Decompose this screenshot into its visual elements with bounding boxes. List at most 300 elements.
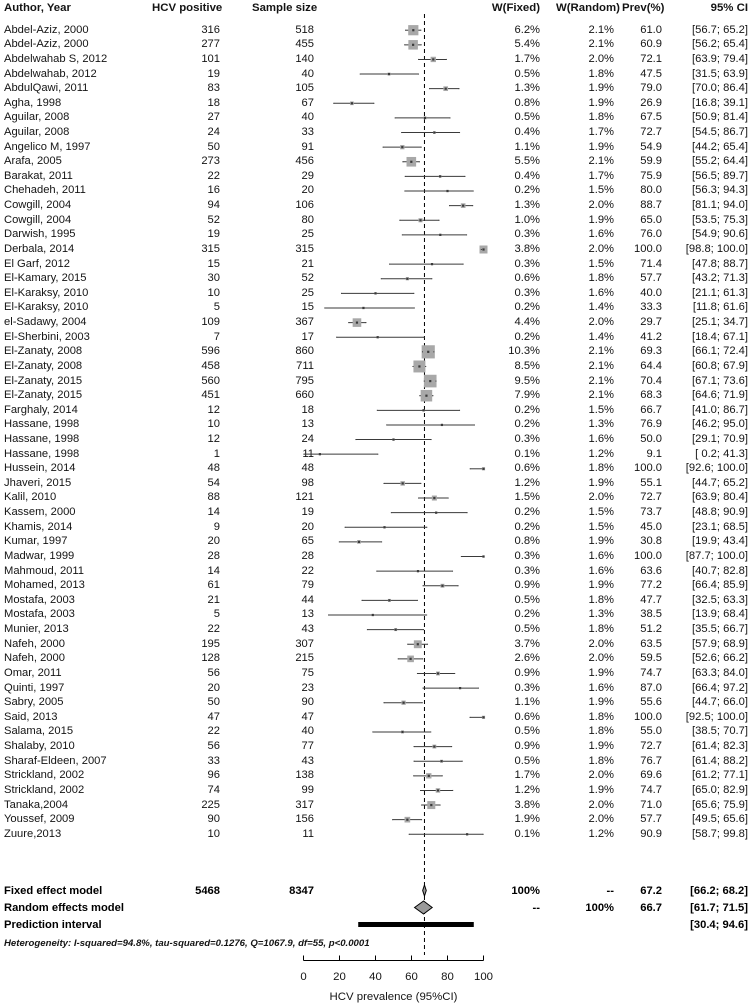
study-w-random: 2.1% (588, 374, 614, 387)
study-w-fixed: 0.2% (514, 403, 540, 416)
header-ci: 95% CI (710, 2, 748, 14)
study-author: El-Zanaty, 2015 (4, 374, 83, 387)
study-w-random: 1.8% (588, 462, 614, 475)
study-sample-size: 456 (295, 155, 314, 168)
study-hcv-positive: 7 (213, 330, 220, 343)
study-sample-size: 11 (302, 447, 314, 460)
study-sample-size: 106 (295, 199, 314, 211)
study-point-estimate (406, 278, 408, 280)
random-effects-prev: 66.7 (640, 902, 662, 914)
study-point-estimate (319, 453, 321, 455)
study-prev: 100.0 (634, 710, 662, 723)
fixed-effect-hcv: 5468 (195, 885, 220, 897)
study-hcv-positive: 273 (201, 155, 220, 168)
study-hcv-positive: 315 (201, 242, 220, 255)
study-hcv-positive: 12 (207, 433, 220, 445)
study-point-estimate (383, 526, 385, 528)
study-prev: 66.7 (640, 403, 662, 416)
study-ci: [44.2; 65.4] (692, 140, 748, 153)
study-hcv-positive: 90 (207, 813, 220, 826)
study-hcv-positive: 50 (207, 696, 220, 709)
study-ci: [92.6; 100.0] (685, 462, 748, 475)
study-hcv-positive: 14 (207, 506, 220, 519)
study-ci: [38.5; 70.7] (692, 725, 748, 738)
study-point-estimate (446, 190, 448, 192)
study-prev: 60.9 (640, 38, 662, 51)
study-author: Kalil, 2010 (4, 491, 57, 504)
study-ci: [81.1; 94.0] (692, 199, 748, 211)
study-hcv-positive: 27 (207, 111, 220, 124)
study-author: Kumar, 1997 (4, 535, 68, 548)
study-author: Tanaka,2004 (4, 798, 69, 811)
study-point-estimate (462, 205, 464, 207)
study-prev: 38.5 (640, 608, 662, 621)
study-hcv-positive: 9 (213, 520, 220, 533)
study-w-fixed: 0.5% (514, 754, 540, 767)
study-w-random: 1.8% (588, 725, 614, 738)
study-point-estimate (401, 731, 403, 733)
study-w-fixed: 0.5% (514, 593, 540, 606)
header-hcv-positive: HCV positive (152, 2, 223, 14)
study-hcv-positive: 50 (207, 140, 220, 153)
study-point-estimate (431, 263, 433, 265)
study-author: Mohamed, 2013 (4, 579, 85, 592)
study-w-random: 1.9% (588, 783, 614, 796)
study-sample-size: 307 (295, 637, 314, 650)
study-prev: 72.7 (640, 491, 662, 504)
study-w-fixed: 0.6% (514, 462, 540, 475)
study-sample-size: 48 (301, 462, 314, 475)
study-w-random: 2.0% (588, 769, 614, 782)
study-point-estimate (402, 702, 404, 704)
fixed-effect-wfixed: 100% (511, 885, 540, 897)
study-prev: 65.0 (640, 213, 662, 226)
study-prev: 59.9 (640, 155, 662, 168)
study-w-random: 2.0% (588, 242, 614, 255)
study-point-estimate (429, 380, 431, 382)
study-author: Quinti, 1997 (4, 681, 65, 694)
study-author: Abdel-Aziz, 2000 (4, 38, 89, 51)
study-w-fixed: 0.2% (514, 184, 540, 197)
study-point-estimate (412, 29, 414, 31)
study-w-fixed: 7.9% (514, 389, 540, 402)
study-ci: [21.1; 61.3] (692, 286, 748, 299)
study-ci: [13.9; 68.4] (692, 608, 748, 621)
study-author: AbdulQawi, 2011 (4, 82, 89, 95)
study-hcv-positive: 15 (207, 257, 220, 270)
header-prev: Prev(%) (622, 2, 665, 14)
study-hcv-positive: 33 (207, 754, 220, 767)
study-ci: [60.8; 67.9] (692, 359, 748, 372)
study-w-random: 1.8% (588, 623, 614, 635)
study-sample-size: 13 (301, 418, 314, 431)
study-w-random: 1.6% (588, 433, 614, 445)
study-w-fixed: 1.2% (514, 476, 540, 489)
study-sample-size: 80 (301, 213, 314, 226)
study-w-random: 2.0% (588, 491, 614, 504)
study-w-fixed: 1.1% (514, 696, 540, 709)
study-w-random: 1.3% (588, 608, 614, 621)
axis-tick-label: 60 (405, 971, 418, 983)
study-prev: 75.9 (640, 169, 662, 182)
study-w-random: 1.8% (588, 754, 614, 767)
study-hcv-positive: 1 (213, 447, 220, 460)
study-sample-size: 18 (301, 403, 314, 416)
study-hcv-positive: 277 (201, 38, 220, 51)
study-w-fixed: 0.6% (514, 272, 540, 285)
study-point-estimate (424, 117, 426, 119)
prediction-interval-label: Prediction interval (4, 919, 102, 931)
study-ci: [56.3; 94.3] (692, 184, 748, 197)
study-author: Hassane, 1998 (4, 447, 80, 460)
axis-tick-label: 40 (369, 971, 382, 983)
study-w-fixed: 0.2% (514, 301, 540, 314)
study-prev: 73.7 (640, 506, 662, 519)
study-w-fixed: 0.8% (514, 535, 540, 548)
study-w-random: 1.8% (588, 710, 614, 723)
study-author: Aguilar, 2008 (4, 125, 70, 138)
study-ci: [19.9; 43.4] (692, 535, 748, 548)
study-point-estimate (422, 409, 424, 411)
study-point-estimate (406, 819, 408, 821)
study-w-fixed: 0.1% (514, 827, 540, 840)
study-prev: 69.3 (640, 345, 662, 358)
study-w-random: 1.9% (588, 82, 614, 95)
study-prev: 57.7 (640, 813, 662, 826)
study-hcv-positive: 24 (207, 125, 220, 138)
study-author: Cowgill, 2004 (4, 213, 72, 226)
study-sample-size: 52 (301, 272, 314, 285)
study-point-estimate (433, 131, 435, 133)
study-sample-size: 367 (295, 316, 314, 328)
study-hcv-positive: 16 (207, 184, 220, 197)
study-author: Strickland, 2002 (4, 783, 85, 796)
study-w-fixed: 1.9% (514, 813, 540, 826)
study-prev: 55.0 (640, 725, 662, 738)
study-prev: 29.7 (640, 316, 662, 328)
study-w-random: 1.5% (588, 520, 614, 533)
study-hcv-positive: 74 (207, 783, 220, 796)
study-sample-size: 24 (301, 433, 314, 445)
study-hcv-positive: 61 (207, 579, 220, 592)
study-author: Zuure,2013 (4, 827, 62, 840)
study-sample-size: 138 (295, 769, 314, 782)
study-w-random: 1.5% (588, 403, 614, 416)
study-author: Abdelwahab, 2012 (4, 67, 97, 80)
study-ci: [40.7; 82.8] (692, 564, 748, 577)
study-w-random: 1.5% (588, 257, 614, 270)
study-hcv-positive: 10 (207, 286, 220, 299)
study-sample-size: 711 (296, 359, 314, 372)
study-ci: [53.5; 75.3] (692, 213, 748, 226)
study-ci: [54.9; 90.6] (692, 228, 748, 241)
header-w-fixed: W(Fixed) (491, 2, 540, 14)
study-prev: 72.7 (640, 740, 662, 752)
fixed-effect-diamond (423, 885, 427, 896)
study-author: Nafeh, 2000 (4, 637, 65, 650)
study-ci: [61.4; 82.3] (692, 740, 748, 752)
study-hcv-positive: 22 (207, 169, 220, 182)
study-sample-size: 20 (301, 184, 314, 197)
study-sample-size: 67 (301, 96, 314, 109)
study-sample-size: 91 (301, 140, 314, 153)
study-prev: 30.8 (640, 535, 662, 548)
study-ci: [58.7; 99.8] (692, 827, 748, 840)
study-w-fixed: 3.7% (514, 637, 540, 650)
study-sample-size: 25 (301, 286, 314, 299)
study-w-fixed: 1.3% (514, 82, 540, 95)
study-w-fixed: 0.6% (514, 710, 540, 723)
study-hcv-positive: 109 (201, 316, 220, 328)
study-prev: 63.6 (640, 564, 662, 577)
study-point-estimate (459, 687, 461, 689)
study-point-estimate (441, 424, 443, 426)
study-w-random: 1.6% (588, 681, 614, 694)
random-effects-label: Random effects model (4, 902, 124, 914)
study-ci: [11.8; 61.6] (692, 301, 748, 314)
study-prev: 61.0 (640, 23, 662, 36)
study-author: El-Karaksy, 2010 (4, 301, 89, 314)
study-w-random: 1.9% (588, 666, 614, 679)
study-sample-size: 19 (301, 506, 314, 519)
study-hcv-positive: 5 (213, 301, 220, 314)
study-hcv-positive: 195 (201, 637, 220, 650)
study-w-fixed: 0.2% (514, 330, 540, 343)
study-w-fixed: 9.5% (514, 374, 540, 387)
study-prev: 100.0 (634, 549, 662, 562)
study-prev: 100.0 (634, 242, 662, 255)
study-author: Sharaf-Eldeen, 2007 (4, 754, 107, 767)
study-author: Sabry, 2005 (4, 696, 64, 709)
study-ci: [50.9; 81.4] (692, 111, 748, 124)
study-w-fixed: 0.3% (514, 564, 540, 577)
study-w-fixed: 0.8% (514, 96, 540, 109)
study-prev: 63.5 (640, 637, 662, 650)
study-prev: 54.9 (640, 140, 662, 153)
study-ci: [31.5; 63.9] (692, 67, 748, 80)
study-prev: 59.5 (640, 652, 662, 665)
study-sample-size: 90 (301, 696, 314, 709)
study-hcv-positive: 316 (201, 23, 220, 36)
fixed-effect-label: Fixed effect model (4, 885, 103, 897)
study-w-random: 1.6% (588, 228, 614, 241)
study-prev: 64.4 (640, 359, 662, 372)
study-ci: [64.6; 71.9] (692, 389, 748, 402)
study-hcv-positive: 56 (207, 666, 220, 679)
study-w-random: 2.0% (588, 52, 614, 65)
study-point-estimate (395, 629, 397, 631)
study-ci: [35.5; 66.7] (692, 623, 748, 635)
study-sample-size: 65 (301, 535, 314, 548)
study-hcv-positive: 88 (207, 491, 220, 504)
study-w-fixed: 2.6% (514, 652, 540, 665)
study-prev: 77.2 (640, 579, 662, 592)
study-ci: [63.9; 80.4] (692, 491, 748, 504)
study-hcv-positive: 14 (207, 564, 220, 577)
study-prev: 33.3 (640, 301, 662, 314)
study-prev: 74.7 (640, 666, 662, 679)
study-w-fixed: 5.4% (514, 38, 540, 51)
study-author: Munier, 2013 (4, 623, 69, 635)
study-point-estimate (412, 44, 414, 46)
study-w-fixed: 0.4% (514, 125, 540, 138)
study-ci: [49.5; 65.6] (692, 813, 748, 826)
study-author: Youssef, 2009 (4, 813, 75, 826)
study-w-random: 2.0% (588, 652, 614, 665)
study-point-estimate (418, 365, 420, 367)
study-point-estimate (362, 307, 364, 309)
study-ci: [61.4; 88.2] (692, 754, 748, 767)
study-ci: [48.8; 90.9] (692, 506, 748, 519)
study-point-estimate (388, 599, 390, 601)
study-author: Mahmoud, 2011 (4, 564, 85, 577)
study-w-fixed: 0.5% (514, 623, 540, 635)
study-author: Jhaveri, 2015 (4, 476, 72, 489)
study-w-fixed: 0.2% (514, 520, 540, 533)
study-point-estimate (428, 775, 430, 777)
study-point-estimate (356, 322, 358, 324)
study-ci: [23.1; 68.5] (692, 520, 748, 533)
study-author: Shalaby, 2010 (4, 740, 75, 752)
study-author: Madwar, 1999 (4, 549, 75, 562)
study-w-fixed: 1.0% (514, 213, 540, 226)
study-ci: [87.7; 100.0] (685, 549, 748, 562)
study-author: Arafa, 2005 (4, 155, 62, 168)
study-sample-size: 29 (301, 169, 314, 182)
study-w-fixed: 0.4% (514, 169, 540, 182)
study-point-estimate (374, 292, 376, 294)
study-w-random: 2.1% (588, 359, 614, 372)
study-ci: [56.7; 65.2] (692, 23, 748, 36)
study-ci: [29.1; 70.9] (692, 433, 748, 445)
axis-tick-label: 80 (441, 971, 454, 983)
study-w-random: 1.5% (588, 184, 614, 197)
study-author: Abdelwahab S, 2012 (4, 52, 108, 65)
study-hcv-positive: 451 (201, 389, 220, 402)
study-sample-size: 17 (301, 330, 314, 343)
study-hcv-positive: 5 (213, 608, 220, 621)
study-sample-size: 33 (301, 125, 314, 138)
study-w-fixed: 8.5% (514, 359, 540, 372)
study-w-fixed: 0.3% (514, 549, 540, 562)
study-prev: 80.0 (640, 184, 662, 197)
study-point-estimate (388, 73, 390, 75)
study-point-estimate (410, 658, 412, 660)
study-prev: 72.7 (640, 125, 662, 138)
study-prev: 76.7 (640, 754, 662, 767)
study-w-fixed: 0.5% (514, 111, 540, 124)
study-hcv-positive: 101 (201, 52, 220, 65)
study-ci: [66.1; 72.4] (692, 345, 748, 358)
study-w-fixed: 0.9% (514, 666, 540, 679)
study-ci: [32.5; 63.3] (692, 593, 748, 606)
study-hcv-positive: 94 (207, 199, 220, 211)
study-prev: 79.0 (640, 82, 662, 95)
study-sample-size: 43 (301, 623, 314, 635)
study-ci: [44.7; 65.2] (692, 476, 748, 489)
study-w-random: 1.6% (588, 564, 614, 577)
random-effects-ci: [61.7; 71.5] (690, 902, 748, 914)
study-ci: [54.5; 86.7] (692, 125, 748, 138)
study-w-random: 1.8% (588, 593, 614, 606)
study-author: Omar, 2011 (4, 666, 62, 679)
study-author: Nafeh, 2000 (4, 652, 65, 665)
study-sample-size: 43 (301, 754, 314, 767)
study-prev: 55.6 (640, 696, 662, 709)
study-hcv-positive: 22 (207, 725, 220, 738)
study-w-random: 2.0% (588, 813, 614, 826)
study-sample-size: 315 (295, 242, 314, 255)
study-w-random: 1.2% (588, 827, 614, 840)
study-w-random: 1.4% (588, 330, 614, 343)
study-point-estimate (425, 395, 427, 397)
study-prev: 71.0 (640, 798, 662, 811)
study-sample-size: 455 (295, 38, 314, 51)
study-w-fixed: 0.5% (514, 67, 540, 80)
random-effects-diamond (415, 901, 433, 914)
study-prev: 45.0 (640, 520, 662, 533)
study-sample-size: 20 (301, 520, 314, 533)
study-ci: [18.4; 67.1] (692, 330, 748, 343)
study-prev: 90.9 (640, 827, 662, 840)
study-point-estimate (439, 234, 441, 236)
study-w-fixed: 3.8% (514, 242, 540, 255)
study-point-estimate (439, 175, 441, 177)
study-sample-size: 518 (295, 23, 314, 36)
study-sample-size: 660 (295, 389, 314, 402)
study-author: Khamis, 2014 (4, 520, 73, 533)
study-w-random: 2.1% (588, 155, 614, 168)
study-ci: [47.8; 88.7] (692, 257, 748, 270)
study-point-estimate (419, 219, 421, 221)
study-hcv-positive: 56 (207, 740, 220, 752)
study-prev: 57.7 (640, 272, 662, 285)
study-w-random: 2.0% (588, 316, 614, 328)
study-w-random: 2.0% (588, 637, 614, 650)
fixed-effect-wrandom: -- (606, 885, 614, 897)
study-w-fixed: 0.2% (514, 418, 540, 431)
study-w-random: 1.9% (588, 213, 614, 226)
axis-tick-label: 20 (333, 971, 346, 983)
study-w-fixed: 4.4% (514, 316, 540, 328)
study-author: el-Sadawy, 2004 (4, 316, 87, 328)
study-point-estimate (358, 541, 360, 543)
study-point-estimate (417, 570, 419, 572)
study-w-random: 2.1% (588, 23, 614, 36)
header-sample-size: Sample size (252, 2, 318, 14)
study-point-estimate (372, 614, 374, 616)
study-w-random: 1.9% (588, 96, 614, 109)
study-point-estimate (401, 146, 403, 148)
study-hcv-positive: 47 (207, 710, 220, 723)
header-author: Author, Year (4, 2, 71, 14)
study-w-random: 2.1% (588, 345, 614, 358)
study-hcv-positive: 596 (201, 345, 220, 358)
study-point-estimate (437, 672, 439, 674)
study-sample-size: 40 (301, 67, 314, 80)
study-author: Hassane, 1998 (4, 418, 80, 431)
study-prev: 71.4 (640, 257, 662, 270)
study-prev: 55.1 (640, 476, 662, 489)
study-w-random: 1.7% (588, 169, 614, 182)
study-point-estimate (445, 88, 447, 90)
study-point-estimate (351, 102, 353, 104)
study-hcv-positive: 18 (207, 96, 220, 109)
study-sample-size: 77 (301, 740, 314, 752)
heterogeneity-text: Heterogeneity: I-squared=94.8%, tau-squared=0.1276, Q=1067.9, df=55, p<0.0001 (4, 938, 370, 949)
study-prev: 41.2 (640, 330, 662, 343)
study-hcv-positive: 30 (207, 272, 220, 285)
